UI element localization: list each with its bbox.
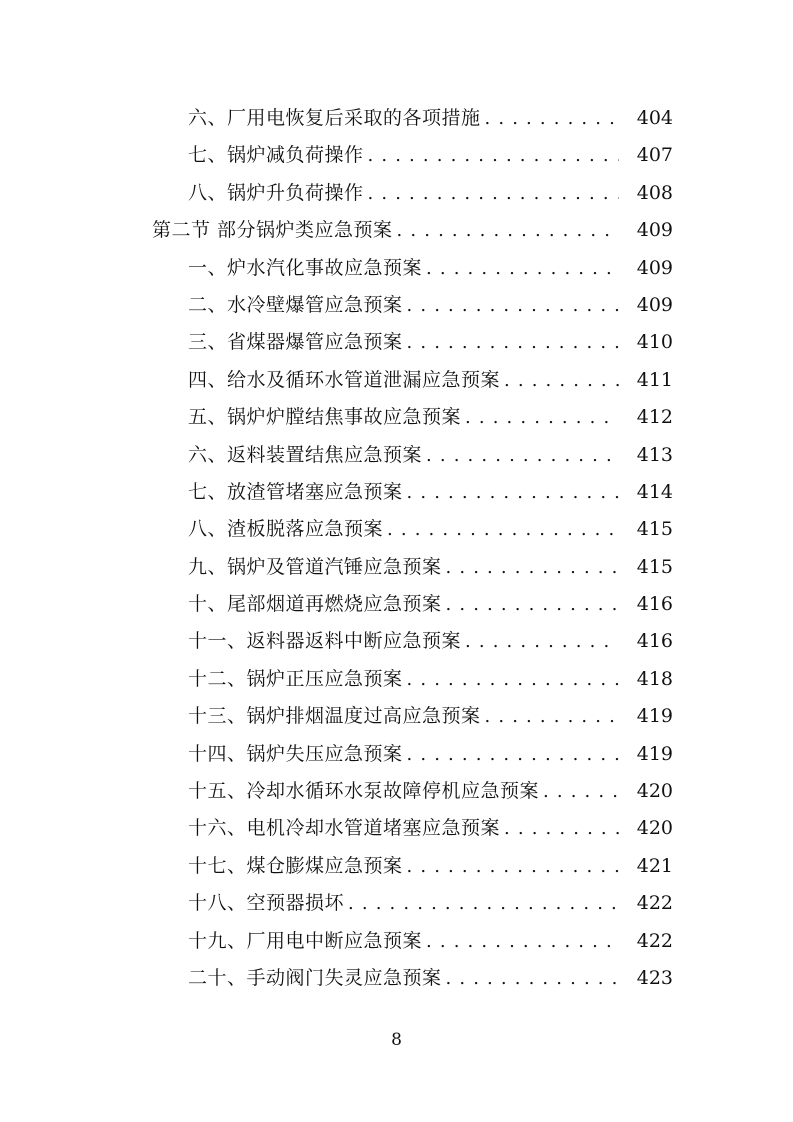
toc-dot-leader bbox=[348, 885, 619, 922]
toc-entry[interactable] bbox=[0, 848, 793, 885]
toc-entry-label: 七、放渣管堵塞应急预案 bbox=[188, 480, 403, 503]
toc-dot-leader bbox=[504, 810, 619, 847]
toc-entry-label: 十四、锅炉失压应急预案 bbox=[188, 742, 403, 765]
toc-dot-leader bbox=[407, 324, 619, 361]
toc-entry-page: 418 bbox=[636, 667, 673, 690]
toc-dot-leader bbox=[407, 287, 619, 324]
toc-entry[interactable] bbox=[0, 736, 793, 773]
toc-dot-leader bbox=[397, 212, 619, 249]
toc-entry-label: 十二、锅炉正压应急预案 bbox=[188, 667, 403, 690]
toc-entry-label: 一、炉水汽化事故应急预案 bbox=[188, 256, 423, 279]
toc-dot-leader bbox=[426, 923, 619, 960]
toc-dot-leader bbox=[446, 960, 619, 997]
toc-dot-leader bbox=[407, 848, 619, 885]
toc-dot-leader bbox=[465, 623, 619, 660]
toc-entry-page: 419 bbox=[636, 705, 673, 728]
toc-dot-leader bbox=[426, 250, 619, 287]
toc-entry[interactable] bbox=[0, 623, 793, 660]
toc-entry-page: 404 bbox=[636, 107, 673, 129]
toc-entry[interactable] bbox=[0, 885, 793, 922]
toc-entry-page: 420 bbox=[636, 780, 673, 803]
toc-entry[interactable] bbox=[0, 549, 793, 586]
toc-dot-leader bbox=[407, 736, 619, 773]
toc-entry-label: 第二节 部分锅炉类应急预案 bbox=[152, 219, 393, 242]
toc-entry[interactable] bbox=[0, 810, 793, 847]
toc-entry-page: 409 bbox=[636, 256, 673, 279]
toc-entry[interactable] bbox=[0, 661, 793, 698]
toc-entry-page: 413 bbox=[636, 443, 673, 466]
toc-entry-page: 412 bbox=[636, 406, 673, 429]
toc-entry[interactable] bbox=[0, 100, 793, 137]
toc-entry-label: 十一、返料器返料中断应急预案 bbox=[188, 630, 462, 653]
toc-dot-leader bbox=[426, 437, 619, 474]
table-of-contents bbox=[0, 100, 793, 997]
toc-dot-leader bbox=[407, 661, 619, 698]
toc-entry[interactable] bbox=[0, 137, 793, 174]
toc-entry-label: 五、锅炉炉膛结焦事故应急预案 bbox=[188, 406, 462, 429]
toc-dot-leader bbox=[368, 175, 619, 212]
toc-dot-leader bbox=[446, 586, 619, 623]
toc-entry-label: 十三、锅炉排烟温度过高应急预案 bbox=[188, 705, 481, 728]
page-number: 8 bbox=[391, 1030, 402, 1050]
toc-dot-leader bbox=[504, 362, 619, 399]
toc-entry-label: 十九、厂用电中断应急预案 bbox=[188, 929, 423, 952]
toc-entry[interactable] bbox=[0, 324, 793, 361]
toc-entry-page: 409 bbox=[636, 219, 673, 242]
toc-entry-page: 410 bbox=[636, 331, 673, 354]
toc-dot-leader bbox=[407, 474, 619, 511]
toc-dot-leader bbox=[387, 511, 619, 548]
toc-entry-page: 419 bbox=[636, 742, 673, 765]
toc-entry-page: 408 bbox=[636, 181, 673, 204]
toc-entry-page: 415 bbox=[636, 555, 673, 578]
toc-dot-leader bbox=[543, 773, 619, 810]
toc-entry-page: 409 bbox=[636, 293, 673, 316]
toc-dot-leader bbox=[368, 137, 619, 174]
toc-entry-page: 407 bbox=[636, 144, 673, 167]
toc-entry[interactable] bbox=[0, 586, 793, 623]
toc-entry[interactable] bbox=[0, 698, 793, 735]
toc-entry[interactable] bbox=[0, 362, 793, 399]
toc-entry-label: 七、锅炉减负荷操作 bbox=[188, 144, 364, 167]
toc-entry[interactable] bbox=[0, 399, 793, 436]
toc-entry[interactable] bbox=[0, 175, 793, 212]
toc-entry-label: 六、厂用电恢复后采取的各项措施 bbox=[188, 107, 481, 129]
toc-entry[interactable] bbox=[0, 437, 793, 474]
toc-entry-label: 六、返料装置结焦应急预案 bbox=[188, 443, 423, 466]
toc-entry-label: 十五、冷却水循环水泵故障停机应急预案 bbox=[188, 780, 540, 803]
toc-entry[interactable] bbox=[0, 474, 793, 511]
toc-dot-leader bbox=[485, 698, 619, 735]
toc-entry-label: 三、省煤器爆管应急预案 bbox=[188, 331, 403, 354]
toc-entry-page: 423 bbox=[636, 966, 673, 989]
toc-entry[interactable] bbox=[0, 923, 793, 960]
toc-entry[interactable] bbox=[0, 960, 793, 997]
toc-entry-label: 八、锅炉升负荷操作 bbox=[188, 181, 364, 204]
toc-entry-page: 421 bbox=[636, 854, 673, 877]
toc-section-entry[interactable] bbox=[0, 212, 793, 249]
toc-dot-leader bbox=[446, 549, 619, 586]
toc-entry-label: 九、锅炉及管道汽锤应急预案 bbox=[188, 555, 442, 578]
toc-entry-page: 416 bbox=[636, 593, 673, 616]
toc-entry-page: 422 bbox=[636, 929, 673, 952]
toc-entry-page: 415 bbox=[636, 518, 673, 541]
toc-entry-label: 十、尾部烟道再燃烧应急预案 bbox=[188, 593, 442, 616]
toc-entry[interactable] bbox=[0, 511, 793, 548]
toc-entry[interactable] bbox=[0, 773, 793, 810]
toc-entry-page: 414 bbox=[636, 480, 673, 503]
toc-entry-label: 二十、手动阀门失灵应急预案 bbox=[188, 966, 442, 989]
toc-dot-leader bbox=[485, 100, 619, 137]
toc-dot-leader bbox=[465, 399, 619, 436]
toc-entry[interactable] bbox=[0, 287, 793, 324]
toc-entry-label: 十七、煤仓膨煤应急预案 bbox=[188, 854, 403, 877]
toc-entry-page: 420 bbox=[636, 817, 673, 840]
toc-entry-page: 422 bbox=[636, 892, 673, 915]
toc-entry-label: 十八、空预器损坏 bbox=[188, 892, 345, 915]
toc-entry-label: 八、渣板脱落应急预案 bbox=[188, 518, 384, 541]
toc-entry-label: 四、给水及循环水管道泄漏应急预案 bbox=[188, 368, 501, 391]
toc-entry-page: 411 bbox=[636, 368, 673, 391]
toc-entry-label: 二、水冷壁爆管应急预案 bbox=[188, 293, 403, 316]
toc-entry[interactable] bbox=[0, 250, 793, 287]
toc-entry-label: 十六、电机冷却水管道堵塞应急预案 bbox=[188, 817, 501, 840]
toc-entry-page: 416 bbox=[636, 630, 673, 653]
